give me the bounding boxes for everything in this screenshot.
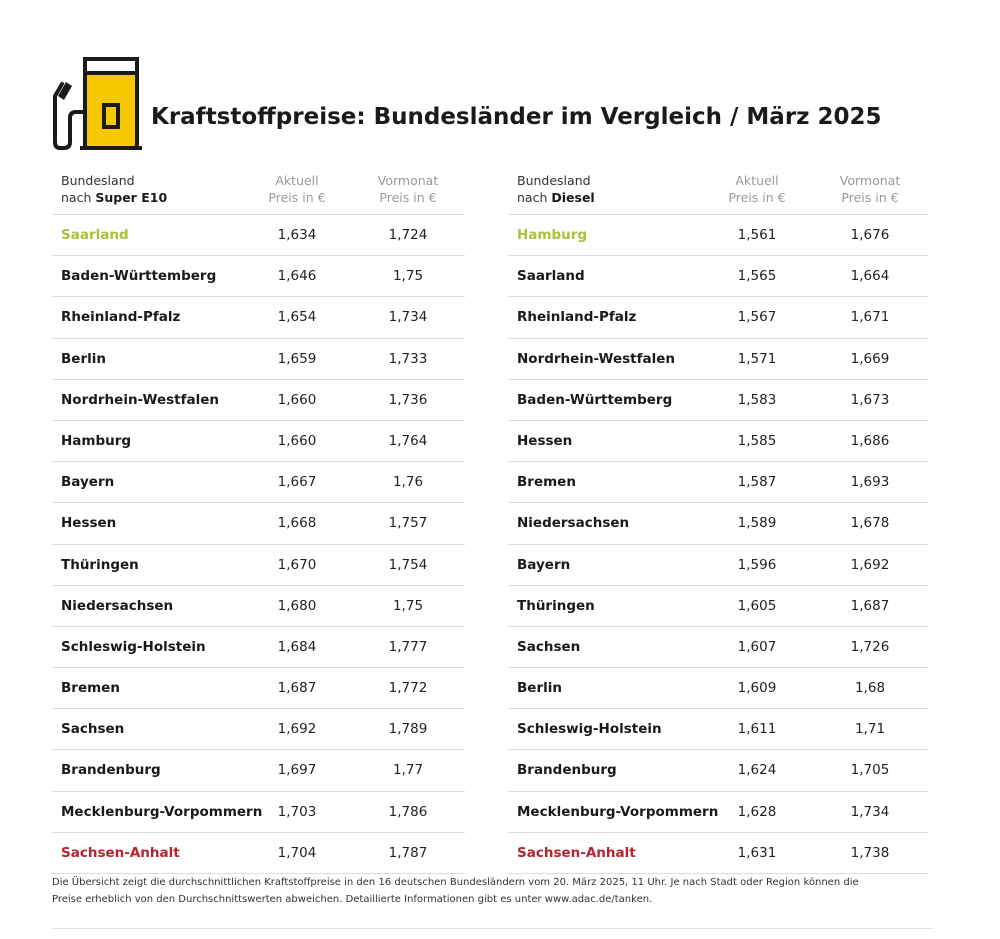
previous-price: 1,71 [854,721,886,738]
previous-price: 1,664 [850,268,890,285]
state-name: Schleswig-Holstein [517,721,662,738]
table-row [52,833,465,874]
state-name: Schleswig-Holstein [61,638,206,655]
previous-price: 1,692 [850,556,890,573]
table-row [52,339,465,380]
table-row [508,545,928,586]
current-price: 1,596 [737,556,777,573]
previous-price: 1,678 [850,515,890,532]
state-name: Bremen [517,474,576,491]
table-row [52,627,465,668]
previous-price: 1,686 [850,432,890,449]
table-row [52,586,465,627]
previous-price: 1,764 [388,432,428,449]
previous-price: 1,772 [388,680,428,697]
previous-price: 1,734 [850,803,890,820]
page-title: Kraftstoffpreise: Bundesländer im Vergleich / März 2025 [151,104,882,130]
current-price: 1,565 [737,268,777,285]
table-row [508,256,928,297]
previous-price: 1,757 [388,515,428,532]
table-row [508,462,928,503]
current-price: 1,628 [737,803,777,820]
current-price-header: Aktuell Preis in € [268,173,326,205]
state-name: Niedersachsen [61,597,174,614]
table-row [52,421,465,462]
previous-price: 1,705 [850,762,890,779]
state-name: Thüringen [517,597,595,614]
table-row [508,503,928,544]
table-row [508,297,928,338]
current-price: 1,646 [277,268,317,285]
previous-price: 1,733 [388,350,428,367]
table-row [52,380,465,421]
previous-price: 1,76 [392,474,424,491]
state-name: Hessen [517,432,573,449]
state-name: Brandenburg [61,762,161,779]
previous-price: 1,724 [388,227,428,243]
state-column-header: Bundesland nach Diesel [517,173,595,205]
state-name: Mecklenburg-Vorpommern [517,803,719,820]
previous-price-header: Vormonat Preis in € [839,173,901,205]
table-body [52,215,465,874]
table-row [508,750,928,791]
previous-price: 1,789 [388,721,428,738]
current-price: 1,697 [277,762,317,779]
previous-price: 1,738 [850,844,890,861]
previous-price: 1,77 [392,762,424,779]
state-name: Berlin [61,350,106,367]
current-price: 1,611 [737,721,777,738]
table-row [508,421,928,462]
previous-price: 1,734 [388,309,428,326]
state-name: Rheinland-Pfalz [517,309,637,326]
current-price: 1,561 [737,227,777,243]
current-price: 1,660 [277,391,317,408]
table-row [52,668,465,709]
state-name: Sachsen [61,721,125,738]
table-body [508,215,928,874]
super-e10-table [52,170,465,874]
current-price: 1,587 [737,474,777,491]
current-price: 1,634 [277,227,317,243]
state-name: Bremen [61,680,120,697]
current-price: 1,654 [277,309,317,326]
previous-price: 1,75 [392,597,424,614]
current-price: 1,670 [277,556,317,573]
state-name: Sachsen-Anhalt [517,844,636,861]
state-name: Bayern [61,474,115,491]
previous-price: 1,726 [850,638,890,655]
previous-price: 1,754 [388,556,428,573]
state-name: Sachsen-Anhalt [61,844,180,861]
state-name: Brandenburg [517,762,617,779]
current-price: 1,660 [277,432,317,449]
current-price: 1,585 [737,432,777,449]
state-name: Saarland [61,227,129,243]
state-name: Thüringen [61,556,139,573]
state-name: Hessen [61,515,117,532]
current-price-header: Aktuell Preis in € [728,173,786,205]
current-price: 1,703 [277,803,317,820]
table-header [52,170,465,215]
previous-price: 1,687 [850,597,890,614]
previous-price: 1,68 [854,680,886,697]
footnote: Die Übersicht zeigt die durchschnittlichen Kraftstoffpreise in den 16 deutschen Bundesländern vom 20. März 2025, 11 Uhr. Je nach Stadt oder Region können die Preise erheblich von den Durchschnittswerten abweichen. Detaillierte Informationen gibt es unter www.adac.de/tanken. [52,877,859,905]
table-row [52,545,465,586]
state-name: Rheinland-Pfalz [61,309,181,326]
fuel-pump-icon [52,56,144,152]
table-header [508,170,928,215]
previous-price: 1,786 [388,803,428,820]
previous-price: 1,736 [388,391,428,408]
current-price: 1,609 [737,680,777,697]
current-price: 1,607 [737,638,777,655]
table-row [508,709,928,750]
table-row [508,215,928,256]
previous-price: 1,673 [850,391,890,408]
state-column-header: Bundesland nach Super E10 [61,173,168,205]
state-name: Nordrhein-Westfalen [517,350,675,367]
header [52,56,952,152]
current-price: 1,589 [737,515,777,532]
current-price: 1,571 [737,350,777,367]
diesel-table [508,170,928,874]
current-price: 1,567 [737,309,777,326]
table-row [508,339,928,380]
table-row [52,750,465,791]
table-row [52,792,465,833]
state-name: Baden-Württemberg [517,391,673,408]
state-name: Mecklenburg-Vorpommern [61,803,263,820]
state-name: Sachsen [517,638,581,655]
state-name: Nordrhein-Westfalen [61,391,219,408]
table-row [52,503,465,544]
current-price: 1,680 [277,597,317,614]
state-name: Baden-Württemberg [61,268,217,285]
state-name: Hamburg [61,432,132,449]
previous-price-header: Vormonat Preis in € [377,173,439,205]
current-price: 1,624 [737,762,777,779]
current-price: 1,605 [737,597,777,614]
previous-price: 1,777 [388,638,428,655]
state-name: Hamburg [517,227,588,243]
table-row [52,709,465,750]
state-name: Saarland [517,268,585,285]
previous-price: 1,693 [850,474,890,491]
current-price: 1,667 [277,474,317,491]
table-row [508,627,928,668]
current-price: 1,687 [277,680,317,697]
table-row [52,462,465,503]
state-name: Niedersachsen [517,515,630,532]
current-price: 1,583 [737,391,777,408]
table-row [508,668,928,709]
table-row [52,215,465,256]
previous-price: 1,676 [850,227,890,243]
table-row [508,586,928,627]
current-price: 1,631 [737,844,777,861]
previous-price: 1,75 [392,268,424,285]
current-price: 1,668 [277,515,317,532]
table-row [508,792,928,833]
divider [52,928,933,929]
state-name: Bayern [517,556,571,573]
previous-price: 1,787 [388,844,428,861]
table-row [52,297,465,338]
table-row [508,833,928,874]
current-price: 1,684 [277,638,317,655]
previous-price: 1,669 [850,350,890,367]
state-name: Berlin [517,680,562,697]
table-row [52,256,465,297]
current-price: 1,704 [277,844,317,861]
table-row [508,380,928,421]
current-price: 1,659 [277,350,317,367]
current-price: 1,692 [277,721,317,738]
previous-price: 1,671 [850,309,890,326]
